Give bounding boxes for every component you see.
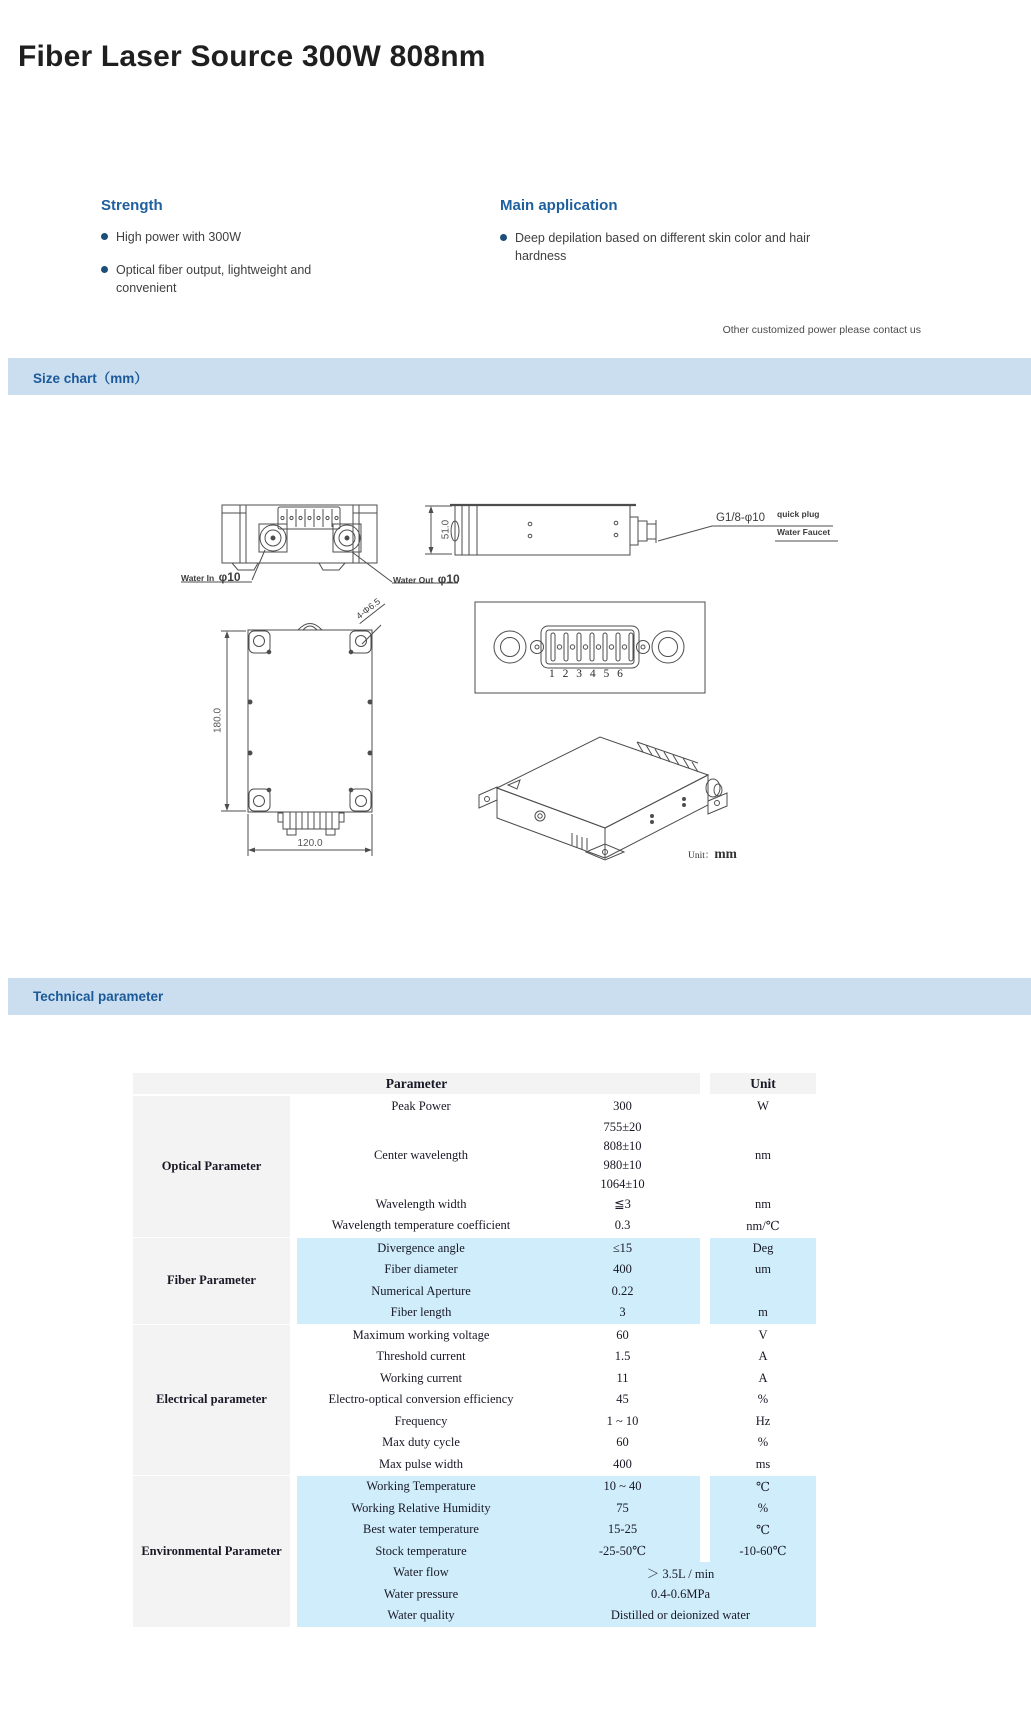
table-row <box>297 1432 816 1454</box>
table-group-label: Fiber Parameter <box>133 1238 290 1324</box>
value-line: 400 <box>613 1262 632 1277</box>
unit-cell: % <box>757 1435 769 1450</box>
value-cell <box>545 1541 700 1563</box>
strength-item <box>101 228 331 246</box>
value-line: 60 <box>616 1327 629 1342</box>
column-gutter <box>700 1519 710 1541</box>
value-cell <box>545 1368 700 1390</box>
unit-cell <box>710 1281 816 1303</box>
table-row <box>297 1584 816 1606</box>
value-cell <box>545 1346 700 1368</box>
param-cell: Water flow <box>297 1562 545 1584</box>
param-cell: Divergence angle <box>297 1238 545 1260</box>
value-cell <box>545 1194 700 1216</box>
application-item-text: Deep depilation based on different skin color and hair hardness <box>515 231 811 263</box>
unit-cell: nm/℃ <box>746 1218 780 1233</box>
table-row <box>297 1498 816 1520</box>
value-cell <box>545 1215 700 1237</box>
header-gutter <box>700 1073 710 1094</box>
page-title: Fiber Laser Source 300W 808nm <box>18 40 486 73</box>
table-row <box>297 1194 816 1216</box>
table-row <box>297 1519 816 1541</box>
param-cell: Numerical Aperture <box>297 1281 545 1303</box>
value-cell: Distilled or deionized water <box>545 1605 816 1627</box>
column-gutter <box>700 1238 710 1260</box>
unit-cell: ms <box>755 1456 771 1471</box>
size-chart-drawing <box>0 430 1031 890</box>
section-technical <box>8 978 1031 1015</box>
application-item <box>500 229 835 265</box>
value-line: 11 <box>616 1370 629 1385</box>
value-line: 10 ~ 40 <box>603 1479 642 1494</box>
table-row <box>297 1476 816 1498</box>
header-unit: Unit <box>710 1073 816 1094</box>
column-gutter <box>700 1432 710 1454</box>
value-cell <box>545 1476 700 1498</box>
param-cell: Center wavelength <box>373 1148 469 1162</box>
column-gutter <box>700 1498 710 1520</box>
plug-note2: Water Faucet <box>777 527 831 537</box>
table-row <box>297 1118 816 1194</box>
table-row <box>297 1096 816 1118</box>
bullet-icon <box>500 234 507 241</box>
pin-numbers: 1 2 3 4 5 6 <box>549 668 626 680</box>
value-cell: ＞ 3.5L / min <box>545 1562 816 1584</box>
param-cell: Max pulse width <box>378 1456 464 1471</box>
table-group <box>133 1476 816 1627</box>
parameter-table <box>133 1073 816 1628</box>
table-group-label: Electrical parameter <box>133 1325 290 1476</box>
unit-cell: % <box>757 1392 769 1407</box>
unit-cell: A <box>758 1349 768 1364</box>
param-cell: Maximum working voltage <box>352 1327 490 1342</box>
unit-cell: nm <box>755 1148 771 1162</box>
unit-cell: ℃ <box>710 1476 816 1498</box>
table-row <box>297 1368 816 1390</box>
unit-cell: % <box>710 1498 816 1520</box>
value-line: 1.5 <box>614 1349 631 1364</box>
column-gutter <box>700 1118 710 1194</box>
column-gutter <box>700 1476 710 1498</box>
table-group-label: Optical Parameter <box>133 1096 290 1237</box>
water-out-label <box>393 570 460 588</box>
column-gutter <box>700 1281 710 1303</box>
column-gutter <box>700 1215 710 1237</box>
param-cell: Max duty cycle <box>382 1435 460 1450</box>
column-gutter <box>700 1541 710 1563</box>
section-size-chart-label: Size chart（mm） <box>33 370 148 386</box>
strength-item <box>101 261 333 297</box>
column-gutter <box>700 1411 710 1433</box>
unit-cell: A <box>758 1370 768 1385</box>
value-line: 3 <box>619 1305 626 1320</box>
customized-power-note: Other customized power please contact us <box>722 324 921 336</box>
value-line: 15-25 <box>607 1522 638 1537</box>
table-group <box>133 1325 816 1476</box>
strength-heading: Strength <box>101 197 163 214</box>
value-cell <box>545 1432 700 1454</box>
column-gutter <box>700 1259 710 1281</box>
unit-cell: W <box>757 1099 769 1114</box>
water-in-phi: φ10 <box>218 570 241 584</box>
water-in-label <box>181 568 241 586</box>
value-cell <box>545 1325 700 1347</box>
table-row <box>297 1346 816 1368</box>
strength-item-text: Optical fiber output, lightweight and convenient <box>116 263 312 295</box>
value-line: 755±20 <box>603 1119 642 1134</box>
table-row <box>297 1325 816 1347</box>
value-cell <box>545 1118 700 1194</box>
param-cell: Working Relative Humidity <box>297 1498 545 1520</box>
table-row <box>297 1215 816 1237</box>
unit-cell: m <box>710 1302 816 1324</box>
table-row <box>297 1605 816 1627</box>
water-out-phi: φ10 <box>437 572 460 586</box>
table-group-rows <box>297 1476 816 1627</box>
header-parameter: Parameter <box>133 1073 700 1094</box>
table-row <box>297 1238 816 1260</box>
param-cell: Best water temperature <box>297 1519 545 1541</box>
table-row <box>297 1541 816 1563</box>
bullet-icon <box>101 233 108 240</box>
param-cell: Stock temperature <box>297 1541 545 1563</box>
param-cell: Working current <box>380 1370 462 1385</box>
table-group <box>133 1238 816 1324</box>
column-gutter <box>700 1194 710 1216</box>
param-cell: Wavelength temperature coefficient <box>331 1218 511 1233</box>
column-gutter <box>700 1454 710 1476</box>
param-cell: Threshold current <box>376 1349 466 1364</box>
value-line: 808±10 <box>603 1138 642 1153</box>
param-cell: Working Temperature <box>297 1476 545 1498</box>
unit-note <box>688 845 737 863</box>
bullet-icon <box>101 266 108 273</box>
plan-height-dim: 180.0 <box>212 707 224 734</box>
column-gutter <box>700 1325 710 1347</box>
unit-cell: Hz <box>755 1413 771 1428</box>
value-cell <box>545 1238 700 1260</box>
side-height-dim: 51.0 <box>440 519 452 540</box>
table-group-rows <box>297 1096 816 1237</box>
table-row <box>297 1454 816 1476</box>
column-gutter <box>700 1389 710 1411</box>
value-cell <box>545 1259 700 1281</box>
table-row <box>297 1281 816 1303</box>
value-line: 0.22 <box>611 1283 634 1298</box>
value-cell <box>545 1281 700 1303</box>
section-size-chart <box>8 358 1031 395</box>
column-gutter <box>700 1368 710 1390</box>
unit-cell: -10-60℃ <box>710 1541 816 1563</box>
table-group-label: Environmental Parameter <box>133 1476 290 1627</box>
column-gutter <box>700 1302 710 1324</box>
value-cell <box>545 1389 700 1411</box>
unit-cell: um <box>710 1259 816 1281</box>
value-cell <box>545 1498 700 1520</box>
value-line: 45 <box>616 1392 629 1407</box>
value-line: -25-50℃ <box>598 1543 647 1558</box>
unit-cell: ℃ <box>710 1519 816 1541</box>
corner-holes-label: 4-Φ6.5 <box>353 595 385 624</box>
value-line: 1 ~ 10 <box>606 1413 639 1428</box>
plan-width-dim: 120.0 <box>297 838 323 849</box>
value-line: 300 <box>613 1099 632 1114</box>
plug-note1: quick plug <box>777 509 820 519</box>
param-cell: Water pressure <box>297 1584 545 1606</box>
table-row <box>297 1259 816 1281</box>
value-line: 75 <box>616 1500 629 1515</box>
section-technical-label: Technical parameter <box>33 989 164 1004</box>
water-out-text: Water Out <box>393 575 434 585</box>
value-line: 60 <box>616 1435 629 1450</box>
param-cell: Fiber length <box>297 1302 545 1324</box>
water-in-text: Water In <box>181 573 215 583</box>
table-group <box>133 1096 816 1237</box>
value-line: 1064±10 <box>600 1176 645 1191</box>
unit-label: Unit： <box>688 851 715 861</box>
table-row <box>297 1562 816 1584</box>
unit-cell: V <box>758 1327 768 1342</box>
param-cell: Peak Power <box>391 1099 451 1114</box>
value-line: ≦3 <box>614 1196 631 1211</box>
unit-cell: nm <box>755 1196 771 1211</box>
value-line: ≤15 <box>612 1240 633 1255</box>
column-gutter <box>700 1096 710 1118</box>
value-cell <box>545 1411 700 1433</box>
value-cell <box>545 1302 700 1324</box>
param-cell: Electro-optical conversion efficiency <box>328 1392 514 1407</box>
application-heading: Main application <box>500 197 618 214</box>
param-cell: Fiber diameter <box>297 1259 545 1281</box>
param-cell: Wavelength width <box>375 1196 467 1211</box>
unit-cell: Deg <box>710 1238 816 1260</box>
table-header <box>133 1073 816 1094</box>
strength-item-text: High power with 300W <box>116 230 242 244</box>
table-row <box>297 1389 816 1411</box>
table-row <box>297 1411 816 1433</box>
unit-value: mm <box>714 846 737 861</box>
table-group-rows <box>297 1238 816 1324</box>
table-row <box>297 1302 816 1324</box>
column-gutter <box>700 1346 710 1368</box>
value-cell <box>545 1519 700 1541</box>
value-cell: 0.4-0.6MPa <box>545 1584 816 1606</box>
param-cell: Water quality <box>297 1605 545 1627</box>
table-group-rows <box>297 1325 816 1476</box>
value-cell <box>545 1454 700 1476</box>
value-line: 980±10 <box>603 1157 642 1172</box>
param-cell: Frequency <box>394 1413 448 1428</box>
plug-label: G1/8-φ10 <box>716 512 766 524</box>
value-line: 400 <box>613 1456 632 1471</box>
value-cell <box>545 1096 700 1118</box>
value-line: 0.3 <box>614 1218 631 1233</box>
